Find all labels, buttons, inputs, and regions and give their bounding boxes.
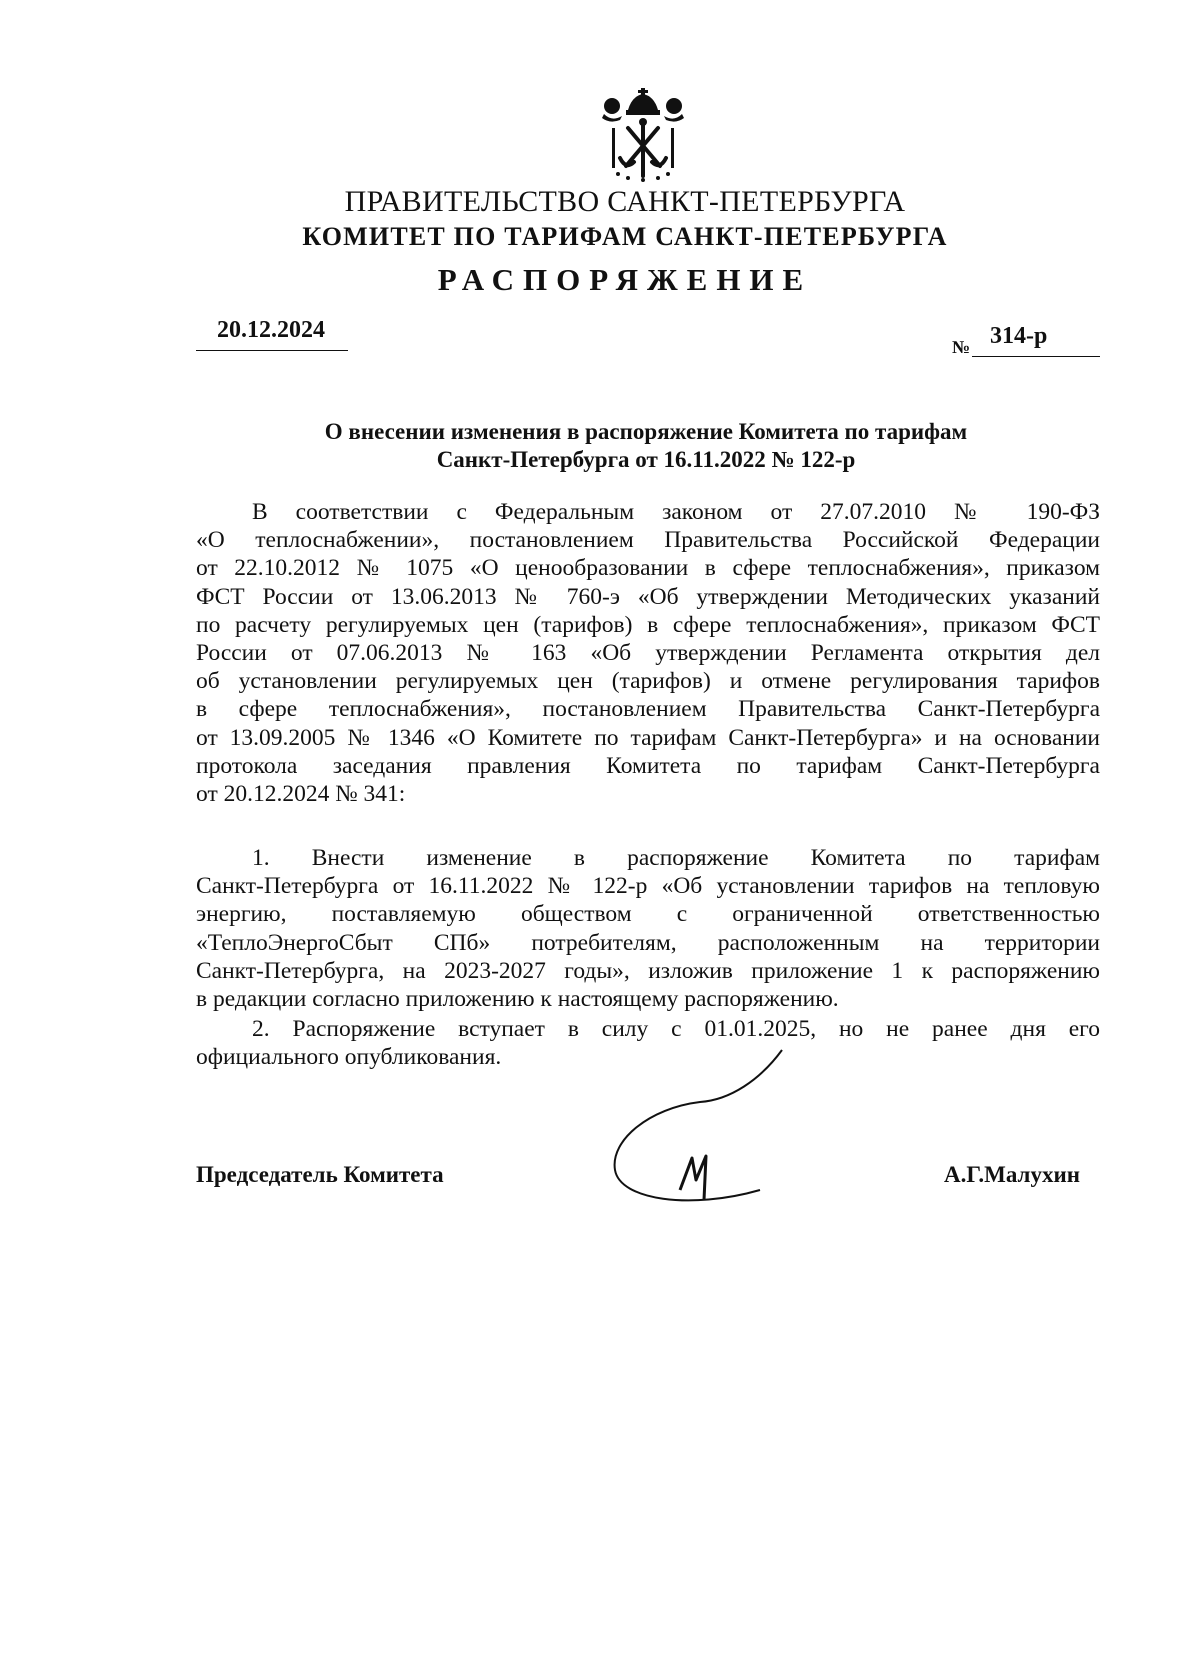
subject-line: О внесении изменения в распоряжение Комитета по тарифам (324, 419, 968, 444)
subject-line: Санкт-Петербурга от 16.11.2022 № 122-р (436, 447, 856, 472)
text-line: протокола заседания правления Комитета по тарифам Санкт-Петербурга (196, 752, 1100, 779)
text-line: от 22.10.2012 № 1075 «О ценообразовании в сфере теплоснабжения», приказом (196, 555, 1100, 582)
text-line: официального опубликования. (196, 1044, 502, 1071)
text-line: 1. Внести изменение в распоряжение Комитета по тарифам (252, 845, 1100, 871)
text-line: энергию, поставляемую обществом с ограниченной ответственностью (196, 901, 1100, 928)
document-date: 20.12.2024 (217, 317, 325, 343)
date-underline (196, 350, 348, 351)
committee-title: КОМИТЕТ ПО ТАРИФАМ САНКТ-ПЕТЕРБУРГА (302, 222, 948, 251)
text-line: об установлении регулируемых цен (тарифов) и отмене регулирования тарифов (196, 668, 1100, 695)
document-type: РАСПОРЯЖЕНИЕ (437, 262, 813, 297)
preamble-paragraph (196, 498, 1100, 808)
text-line: ФСТ России от 13.06.2013 № 760-э «Об утверждении Методических указаний (196, 583, 1100, 610)
signatory-position: Председатель Комитета (196, 1162, 444, 1187)
number-sign: № (952, 337, 971, 357)
government-title: ПРАВИТЕЛЬСТВО САНКТ-ПЕТЕРБУРГА (344, 185, 906, 218)
text-line: Санкт-Петербурга, на 2023-2027 годы», изложив приложение 1 к распоряжению (196, 957, 1100, 984)
number-underline (972, 356, 1100, 357)
text-line: от 20.12.2024 № 341: (196, 781, 406, 808)
text-line: «О теплоснабжении», постановлением Правительства Российской Федерации (196, 527, 1100, 554)
text-line: по расчету регулируемых цен (тарифов) в сфере теплоснабжения», приказом ФСТ (196, 611, 1100, 638)
text-line: 2. Распоряжение вступает в силу с 01.01.2025, но не ранее дня его (252, 1016, 1100, 1042)
text-line: от 13.09.2005 № 1346 «О Комитете по тарифам Санкт-Петербурга» и на основании (196, 724, 1100, 751)
text-line: В соответствии с Федеральным законом от 27.07.2010 № 190-ФЗ (252, 499, 1100, 525)
text-line: «ТеплоЭнергоСбыт СПб» потребителям, расположенным на территории (196, 929, 1100, 956)
text-line: России от 07.06.2013 № 163 «Об утверждении Регламента открытия дел (196, 640, 1100, 667)
text-line: в редакции согласно приложению к настоящему распоряжению. (196, 986, 839, 1013)
handwritten-signature (610, 1040, 820, 1220)
document-number: 314-р (990, 323, 1048, 349)
text-line: в сфере теплоснабжения», постановлением Правительства Санкт-Петербурга (196, 696, 1100, 723)
signatory-name: А.Г.Малухин (944, 1162, 1080, 1187)
item-1-paragraph (196, 844, 1100, 1013)
coat-of-arms-icon (598, 88, 688, 183)
text-line: Санкт-Петербурга от 16.11.2022 № 122-р «Об установлении тарифов на тепловую (196, 873, 1100, 900)
document-subject (196, 418, 1096, 474)
